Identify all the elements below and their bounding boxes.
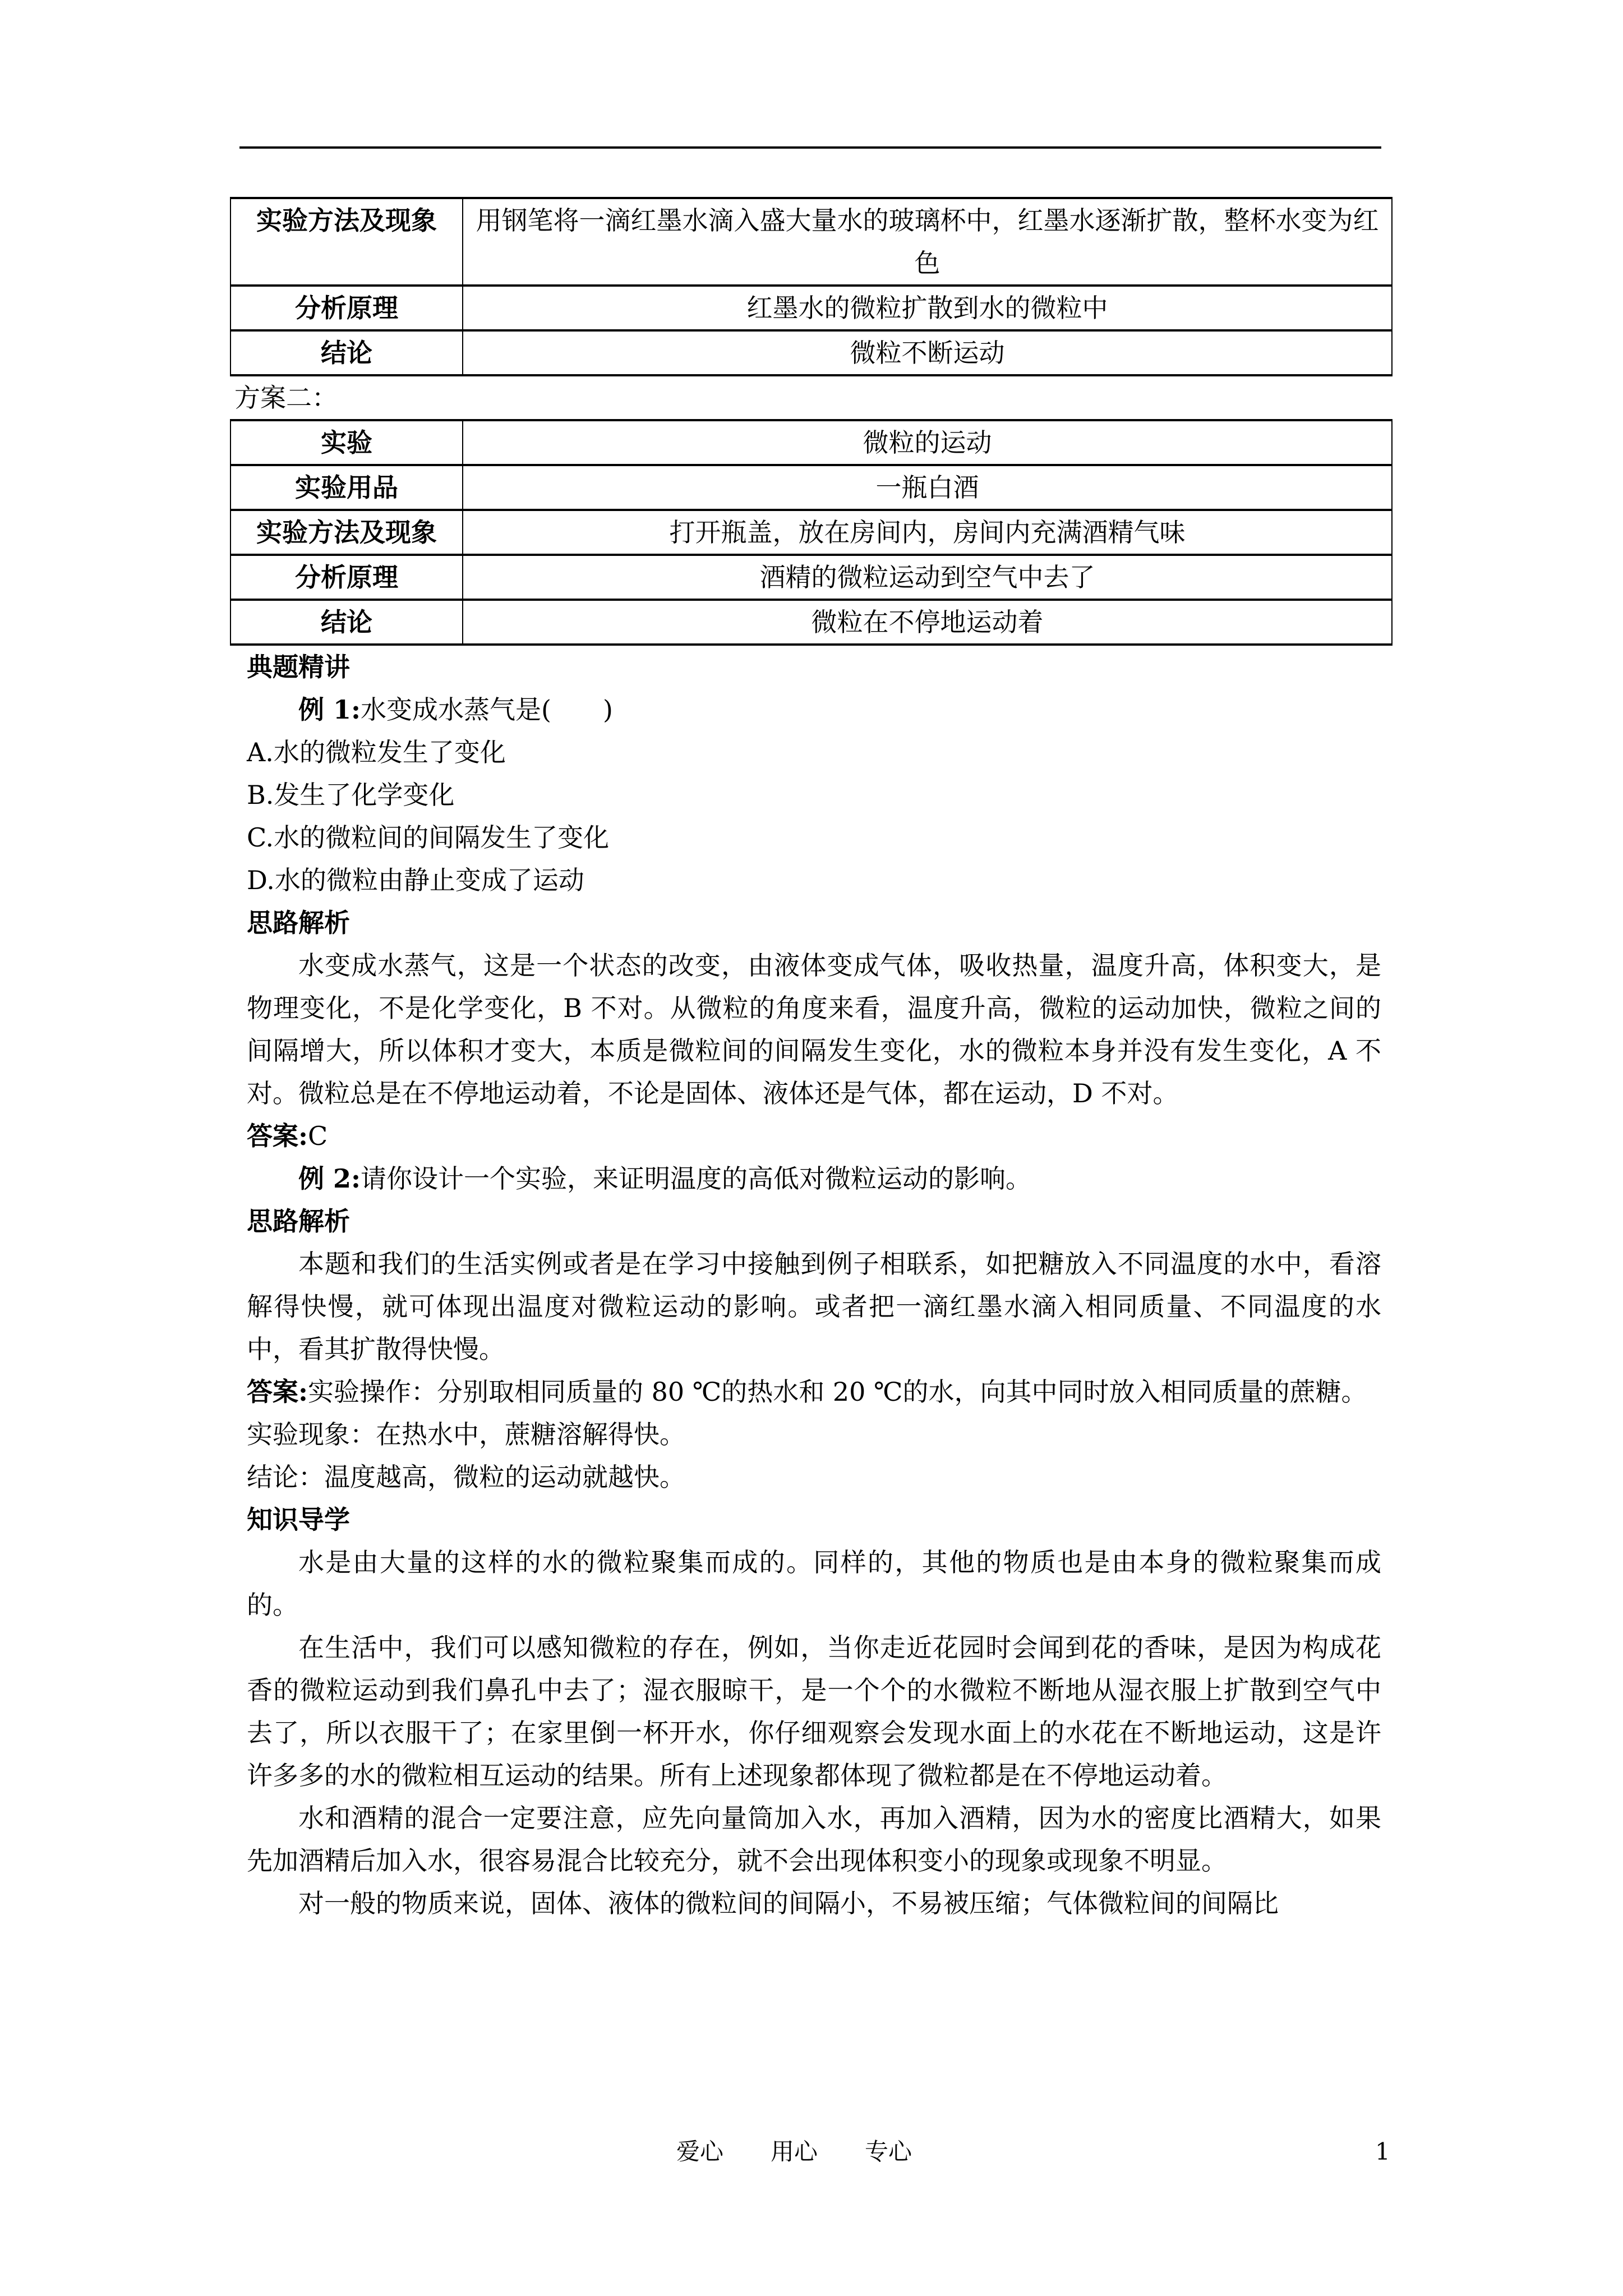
option-a: A.水的微粒发生了变化 <box>247 737 506 767</box>
analysis-heading-2: 思路解析 <box>247 1206 350 1236</box>
row-value: 一瓶白酒 <box>463 465 1392 510</box>
section-heading-typical: 典题精讲 <box>247 652 350 682</box>
answer-2-phenomenon: 实验现象：在热水中，蔗糖溶解得快。 <box>247 1419 685 1450</box>
example-1-question <box>230 688 1393 731</box>
example-1-label: 例 1: <box>298 694 361 725</box>
row-label: 实验方法及现象 <box>230 198 463 286</box>
answer-2-value: 实验操作：分别取相同质量的 80 ℃的热水和 20 ℃的水，向其中同时放入相同质量的蔗糖。 <box>307 1377 1367 1407</box>
answer-2-conclusion: 结论：温度越高，微粒的运动就越快。 <box>247 1462 685 1492</box>
table-row <box>230 420 1392 465</box>
row-value: 打开瓶盖，放在房间内，房间内充满酒精气味 <box>463 510 1392 555</box>
row-label: 实验用品 <box>230 465 463 510</box>
table-row <box>230 330 1392 375</box>
table-row <box>230 286 1392 330</box>
row-value: 用钢笔将一滴红墨水滴入盛大量水的玻璃杯中，红墨水逐渐扩散，整杯水变为红色 <box>463 198 1392 286</box>
answer-1 <box>230 1115 1393 1157</box>
knowledge-paragraph: 在生活中，我们可以感知微粒的存在，例如，当你走近花园时会闻到花的香味，是因为构成花香的微粒运动到我们鼻孔中去了；湿衣服晾干，是一个个的水微粒不断地从湿衣服上扩散到空气中去了，所以衣服干了；在家里倒一杯开水，你仔细观察会发现水面上的水花在不断地运动，这是许许多多的水的微粒相互运动的结果。所有上述现象都体现了微粒都是在不停地运动着。 <box>247 1632 1381 1791</box>
knowledge-paragraph: 对一般的物质来说，固体、液体的微粒间的间隔小，不易被压缩；气体微粒间的间隔比 <box>298 1888 1279 1918</box>
example-2-label: 例 2: <box>298 1163 361 1194</box>
answer-2-label: 答案: <box>247 1377 308 1407</box>
example-2-text: 请你设计一个实验，来证明温度的高低对微粒运动的影响。 <box>361 1163 1032 1194</box>
option-d: D.水的微粒由静止变成了运动 <box>247 865 584 895</box>
experiment-table-2 <box>230 419 1393 646</box>
option-b: B.发生了化学变化 <box>247 780 455 810</box>
row-label: 实验方法及现象 <box>230 510 463 555</box>
analysis-text-2: 本题和我们的生活实例或者是在学习中接触到例子相联系，如把糖放入不同温度的水中，看溶解得快慢，就可体现出温度对微粒运动的影响。或者把一滴红墨水滴入相同质量、不同温度的水中，看其扩散得快慢。 <box>247 1249 1381 1364</box>
row-value: 酒精的微粒运动到空气中去了 <box>463 555 1392 600</box>
example-2-question <box>230 1157 1393 1200</box>
plan2-label: 方案二： <box>234 383 338 413</box>
row-label: 结论 <box>230 600 463 645</box>
footer-motto: 爱心 用心 专心 <box>676 2138 912 2165</box>
row-label: 结论 <box>230 330 463 375</box>
table-row <box>230 510 1392 555</box>
answer-2 <box>230 1370 1393 1413</box>
row-value: 红墨水的微粒扩散到水的微粒中 <box>463 286 1392 330</box>
header-rule <box>239 146 1381 149</box>
table-row <box>230 555 1392 600</box>
document-body <box>230 197 1393 1925</box>
row-value: 微粒在不停地运动着 <box>463 600 1392 645</box>
knowledge-paragraph: 水是由大量的这样的水的微粒聚集而成的。同样的，其他的物质也是由本身的微粒聚集而成的。 <box>247 1547 1381 1620</box>
option-c: C.水的微粒间的间隔发生了变化 <box>247 822 610 853</box>
analysis-text-1: 水变成水蒸气，这是一个状态的改变，由液体变成气体，吸收热量，温度升高，体积变大，是物理变化，不是化学变化，B 不对。从微粒的角度来看，温度升高，微粒的运动加快，微粒之间的间隔增大，所以体积才变大，本质是微粒间的间隔发生变化，水的微粒本身并没有发生变化，A 不对。微粒总是在不停地运动着，不论是固体、液体还是气体，都在运动，D 不对。 <box>247 950 1381 1108</box>
answer-1-label: 答案: <box>247 1121 308 1151</box>
knowledge-paragraph: 水和酒精的混合一定要注意，应先向量筒加入水，再加入酒精，因为水的密度比酒精大，如果先加酒精后加入水，很容易混合比较充分，就不会出现体积变小的现象或现象不明显。 <box>247 1803 1381 1876</box>
example-1-text: 水变成水蒸气是( ) <box>361 694 613 725</box>
row-value: 微粒不断运动 <box>463 330 1392 375</box>
table-row <box>230 600 1392 645</box>
row-label: 分析原理 <box>230 555 463 600</box>
row-value: 微粒的运动 <box>463 420 1392 465</box>
table-row <box>230 465 1392 510</box>
page-number: 1 <box>1375 2138 1390 2165</box>
row-label: 分析原理 <box>230 286 463 330</box>
section-heading-knowledge: 知识导学 <box>247 1504 350 1535</box>
row-label: 实验 <box>230 420 463 465</box>
experiment-table-1 <box>230 197 1393 376</box>
analysis-heading-1: 思路解析 <box>247 908 350 938</box>
table-row <box>230 198 1392 286</box>
answer-1-value: C <box>307 1121 328 1151</box>
